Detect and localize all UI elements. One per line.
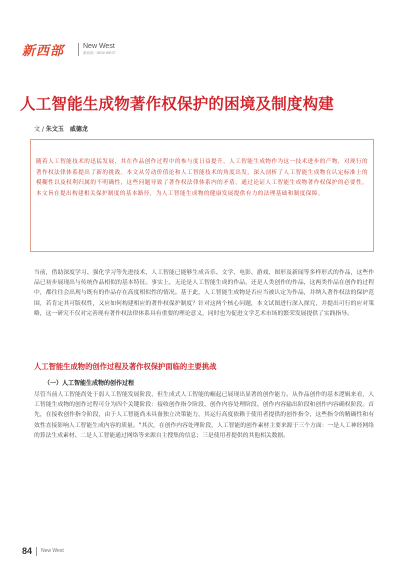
footer-brand: New West [41,548,64,554]
logo-chinese: 新西部 [22,44,65,59]
subsection-heading: （一）人工智能生成物的创作过程 [44,380,135,387]
byline-authors: 朱文玉 威德龙 [45,126,88,133]
page-number: 84 [22,546,33,556]
body-paragraph-2: 尽管当前人工智能尚处于弱人工智能发展阶段，但生成式人工智能的崛起已展现出显著的创作能力。从作品创作的基本逻辑来看，人工智能生成物的创作过程可分为四个关键阶段：接收创作指令阶段、创作内容处理阶段、创作内容输出阶段和创作内容确权阶段。首先，在接收创作指令阶段，由于人工智能尚未具备独立决策能力，其运行高度依赖于使用者提供的创作指令，这些指令的精确性和有效性直接影响人工智能生成内容的质量。"其次，在创作内容处理阶段，人工智能的创作素材主要来源于三个方面：一是人工神经网络的算法生成素材、二是人工智能通过网络等来源自主搜集的信息；三是使用者提供的其他相关数据。 [34,392,374,439]
page-footer [22,546,64,556]
logo-english-block [78,43,116,56]
body-paragraph-1: 当前，借助深度学习、强化学习等先进技术，人工智能已能够生成音乐、文学、电影、游戏、图形及新闻等多样形式的作品，这些作品已初步展现出与传统作品相似的基本特征。事实上，无论是人工智能生成的作品，还是人类创作的作品，这两类作品在创作的过程中，都往往会出现与既有的作品存在高度相似性的情况。基于此，人工智能生成物是否应当被认定为作品，并纳入著作权法的保护范围，若肯定其可版权性，又应如何构建相应的著作权保护制度？针对这两个核心问题，本文试图进行深入探究，并提出可行的应对策略，这一研究不仅对完善现有著作权法律体系具有重要的理论意义，同时也为促进文学艺术市场的繁荣发展提供了实践指导。 [34,270,374,317]
logo-english: New West [83,43,115,50]
footer-divider [36,547,37,556]
magazine-logo [22,40,64,59]
abstract-text: 随着人工智能技术的迅猛发展，其在作品创作过程中的参与度日益提升，人工智能生成物作为这一技术进步的产物，对现行的著作权法律体系提出了新的挑战。本文从劳动价值论和人工智能技术的角度出发，深入剖析了人工智能生成物在认定标准上的模糊性以及权利归属的不明确性，这些问题导致了著作权法律体系内的矛盾。通过论证人工智能生成物著作权保护的必要性，本文旨在提出构建相关保护制度的基本路径，为人工智能生成物的健康发展提供有力的法理基础和制度保障。 [36,159,368,198]
article-title: 人工智能生成物著作权保护的困境及制度构建 [20,95,335,113]
section-heading: 人工智能生成物的创作过程及著作权保护面临的主要挑战 [34,362,217,371]
logo-subtitle: 新西部 · NEW WEST [83,51,116,55]
byline-prefix: 文 / [34,126,46,133]
byline [34,124,88,133]
